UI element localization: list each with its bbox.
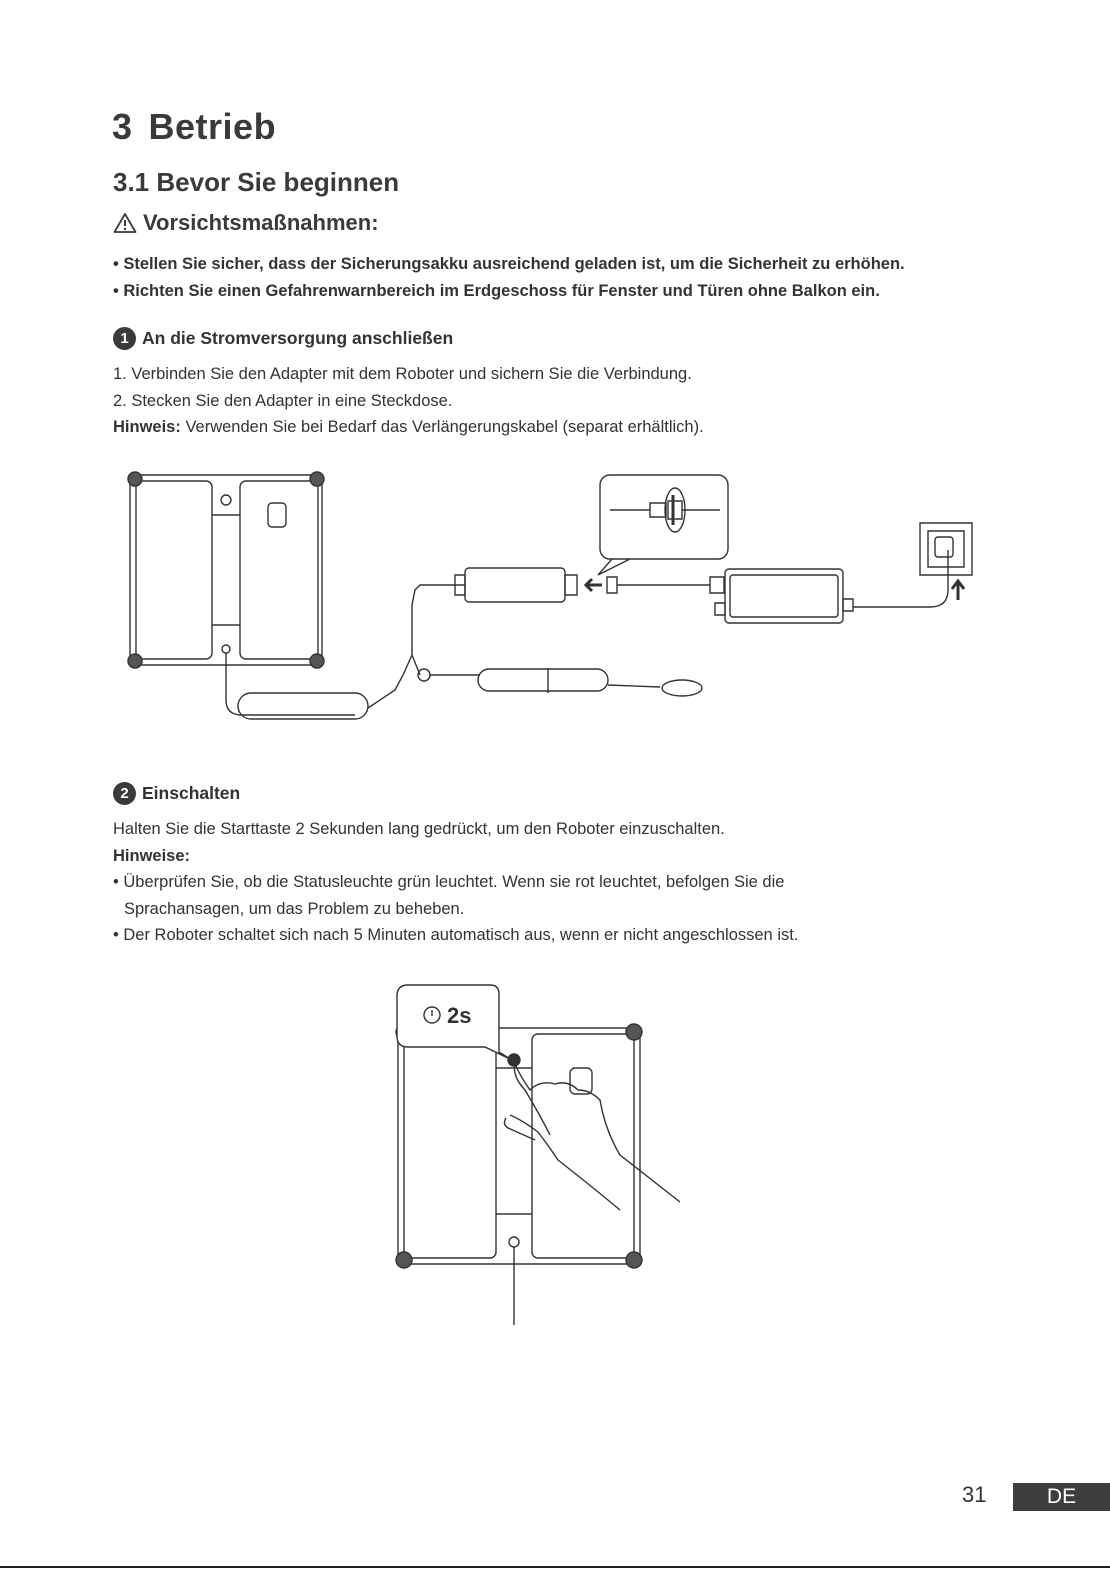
- step-1-line: 2. Stecken Sie den Adapter in eine Steckdose.: [113, 391, 453, 410]
- section-number: 3.1: [113, 167, 150, 197]
- step-1-note-text: Verwenden Sie bei Bedarf das Verlängerungskabel (separat erhältlich).: [180, 418, 704, 436]
- precaution-item: • Stellen Sie sicher, dass der Sicherungsakku ausreichend geladen ist, um die Sicherheit zu erhöhen.: [113, 251, 905, 278]
- page-number: 31: [962, 1482, 987, 1507]
- chapter-number: 3: [112, 106, 133, 147]
- step-1-note-label: Hinweis:: [113, 418, 181, 436]
- chapter-title: Betrieb: [148, 106, 277, 147]
- chapter-heading: [112, 106, 276, 148]
- robot-top-view: [128, 472, 324, 668]
- precautions-list: [113, 251, 905, 305]
- step-1-line: 1. Verbinden Sie den Adapter mit dem Roboter und sichern Sie die Verbindung.: [113, 365, 692, 383]
- step-2-note-item: • Der Roboter schaltet sich nach 5 Minuten automatisch aus, wenn er nicht angeschlossen ist.: [113, 922, 903, 949]
- precautions-title: Vorsichtsmaßnahmen:: [143, 210, 379, 235]
- callout-duration: 2s: [447, 1003, 472, 1028]
- page-bottom-border: [0, 1566, 1110, 1568]
- step-2-number-badge: 2: [113, 782, 136, 805]
- step-2-heading: [113, 782, 240, 805]
- step-2-note-item: • Überprüfen Sie, ob die Statusleuchte grün leuchtet. Wenn sie rot leuchtet, befolgen Sie die Sprachansagen, um das Problem zu beheben.: [113, 869, 903, 922]
- precaution-item: • Richten Sie einen Gefahrenwarnbereich im Erdgeschoss für Fenster und Türen ohne Balkon ein.: [113, 278, 905, 305]
- step-2-instructions: [113, 816, 903, 949]
- step-1-title: An die Stromversorgung anschließen: [142, 328, 454, 348]
- step-2-line: Halten Sie die Starttaste 2 Sekunden lang gedrückt, um den Roboter einzuschalten.: [113, 820, 725, 838]
- step-1-number-badge: 1: [113, 327, 136, 350]
- step-2-notes-label: Hinweise:: [113, 846, 191, 865]
- language-tab: DE: [1013, 1483, 1110, 1511]
- step-2-notes-list: [113, 869, 903, 949]
- step-1-instructions: [113, 361, 704, 441]
- warning-triangle-icon: [113, 212, 137, 234]
- section-heading: [113, 167, 399, 198]
- precautions-heading: [113, 210, 379, 236]
- section-title: Bevor Sie beginnen: [156, 167, 400, 197]
- step-2-title: Einschalten: [142, 783, 241, 803]
- power-connection-illustration: [120, 465, 990, 735]
- power-on-illustration: [390, 980, 690, 1330]
- step-1-note: [113, 414, 704, 441]
- step-1-heading: [113, 327, 453, 350]
